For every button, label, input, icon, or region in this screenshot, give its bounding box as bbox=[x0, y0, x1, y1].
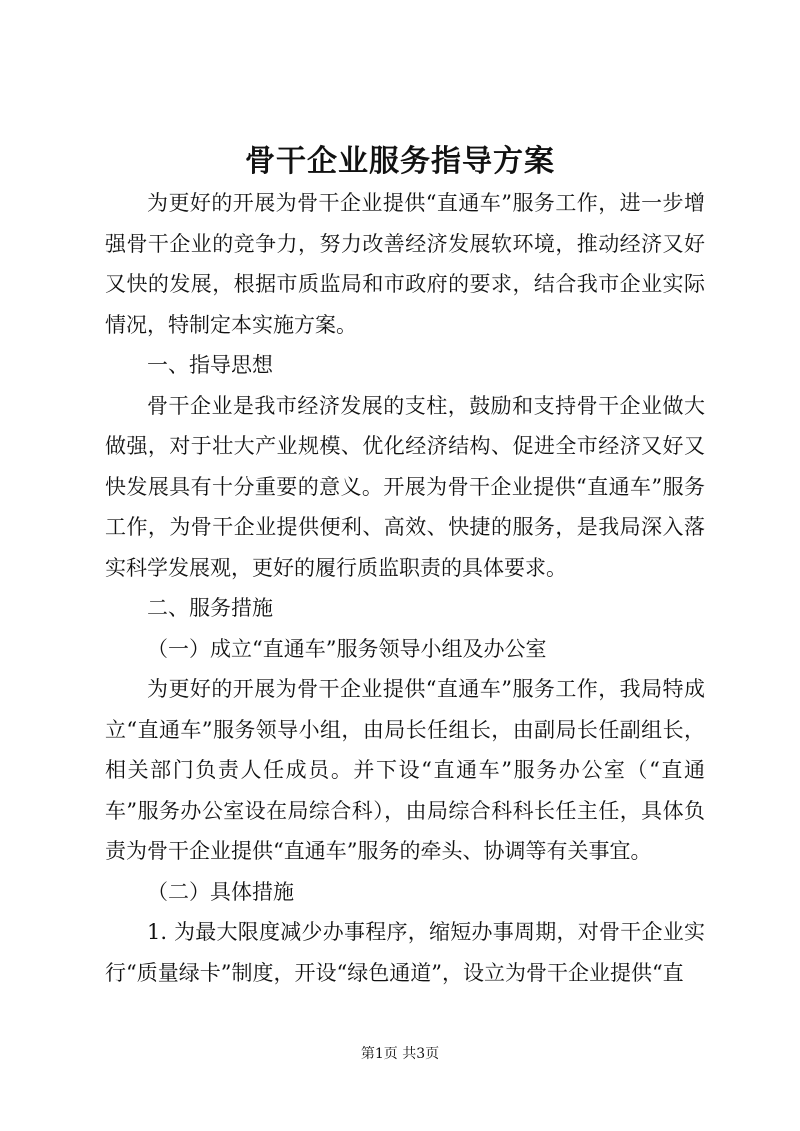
paragraph-guiding-thought: 骨干企业是我市经济发展的支柱，鼓励和支持骨干企业做大做强，对于壮大产业规模、优化经济结构、促进全市经济又好又快发展具有十分重要的意义。开展为骨干企业提供“直通车”服务工作，为骨干企业提供便利、高效、快捷的服务，是我局深入落实科学发展观，更好的履行质监职责的具体要求。 bbox=[105, 393, 705, 580]
paragraph-intro: 为更好的开展为骨干企业提供“直通车”服务工作，进一步增强骨干企业的竞争力，努力改善经济发展软环境，推动经济又好又快的发展，根据市质监局和市政府的要求，结合我市企业实际情况，特制定本实施方案。 bbox=[105, 191, 705, 337]
subheading-specific-measures: （二）具体措施 bbox=[147, 879, 294, 904]
paragraph-measure-1: 1. 为最大限度减少办事程序，缩短办事周期，对骨干企业实行“质量绿卡”制度，开设“绿色通道”，设立为骨干企业提供“直 bbox=[105, 920, 705, 985]
heading-service-measures: 二、服务措施 bbox=[147, 596, 273, 620]
document-title: 骨干企业服务指导方案 bbox=[245, 144, 555, 179]
heading-guiding-thought: 一、指导思想 bbox=[147, 353, 273, 377]
page-number-footer: 第1页 共3页 bbox=[360, 1046, 440, 1062]
document-body bbox=[105, 183, 705, 993]
subheading-leading-group: （一）成立“直通车”服务领导小组及办公室 bbox=[147, 636, 547, 661]
paragraph-leading-group: 为更好的开展为骨干企业提供“直通车”服务工作，我局特成立“直通车”服务领导小组，由局长任组长，由副局长任副组长，相关部门负责人任成员。并下设“直通车”服务办公室（“直通车”服务办公室设在局综合科），由局综合科科长任主任，具体负责为骨干企业提供“直通车”服务的牵头、协调等有关事宜。 bbox=[105, 677, 705, 863]
